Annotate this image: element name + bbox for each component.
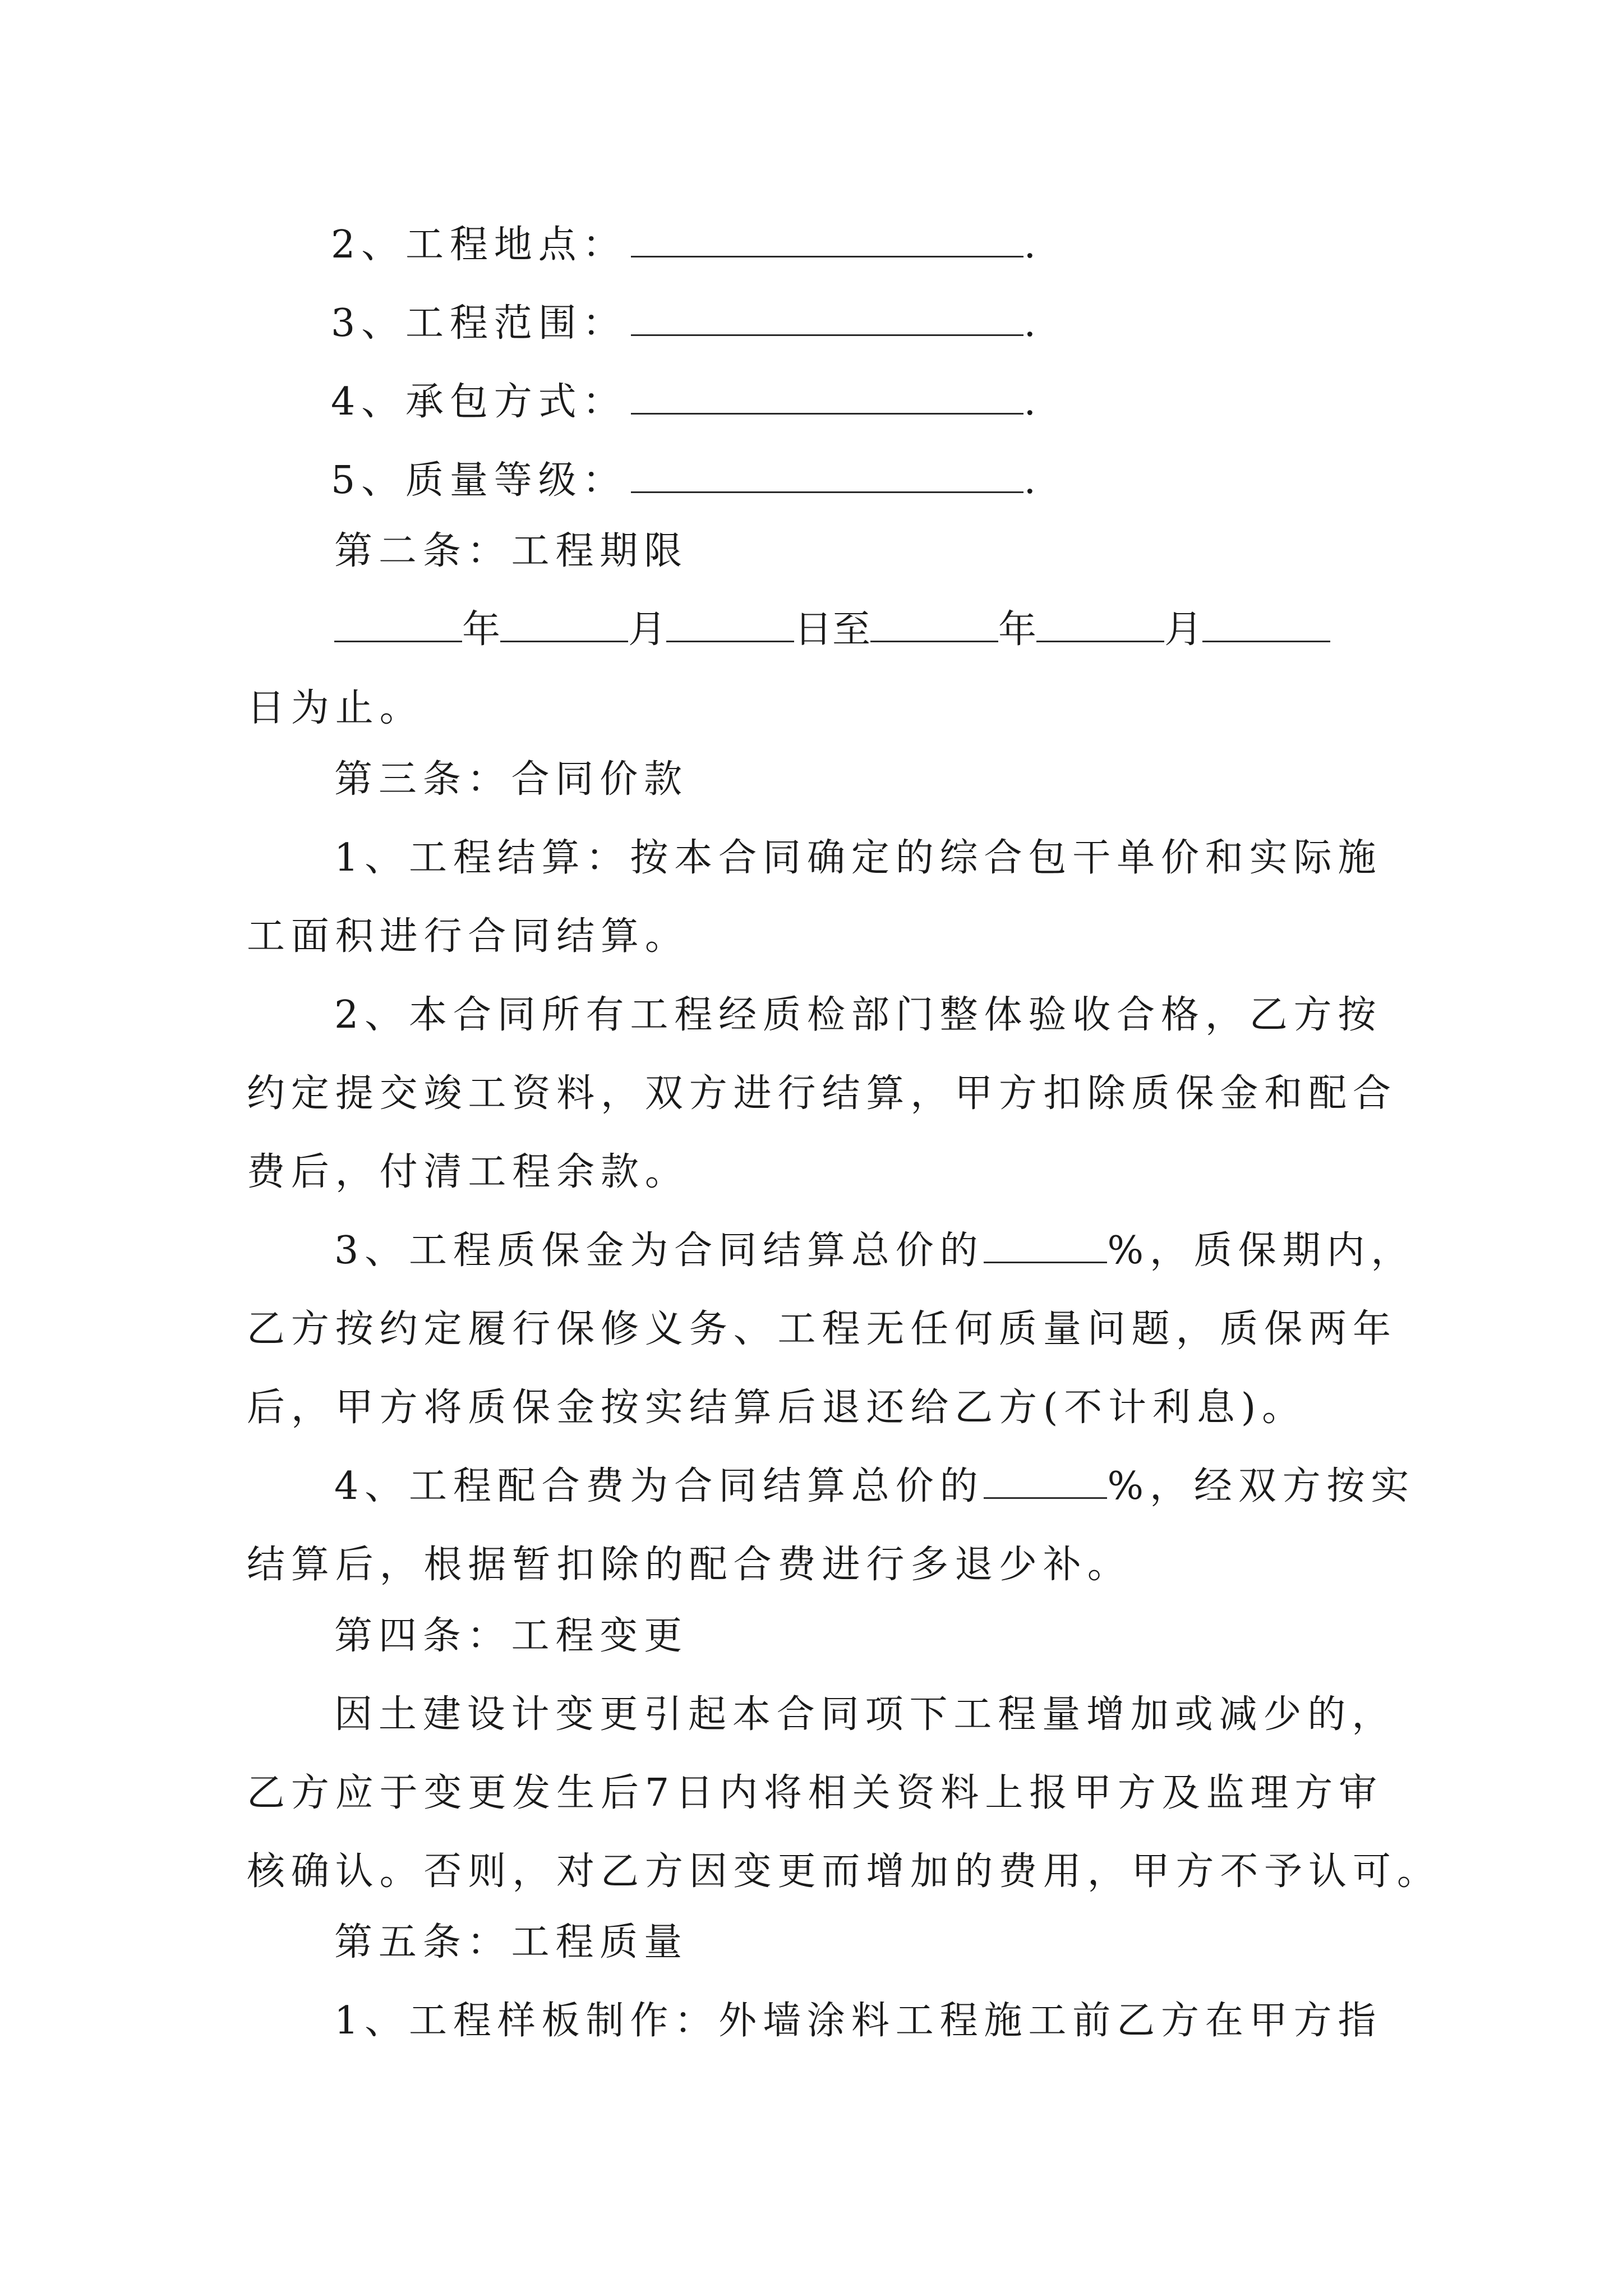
article5-heading: 第五条：工程质量: [334, 1920, 689, 1964]
coordination-line-2: 结算后，根据暂扣除的配合费进行多退少补。: [247, 1543, 1132, 1587]
period-day-to: 日至: [794, 608, 871, 652]
acceptance-line-2: 约定提交竣工资料，双方进行结算，甲方扣除质保金和配合: [247, 1071, 1397, 1116]
warranty-percent-blank: [984, 1227, 1107, 1263]
end-year-blank: [870, 606, 998, 642]
item-scope-end: .: [1023, 301, 1042, 346]
acceptance-line-1: 2、本合同所有工程经质检部门整体验收合格，乙方按: [334, 993, 1382, 1037]
coordination-line-1: [334, 1461, 1415, 1512]
period-year-2: 年: [998, 608, 1037, 652]
settlement-line-2: 工面积进行合同结算。: [247, 914, 689, 959]
period-month-2: 月: [1164, 608, 1203, 652]
item-scope-label: 3、工程范围：: [331, 301, 627, 346]
item-location: [331, 220, 1042, 270]
start-day-blank: [666, 606, 794, 642]
settlement-line-1: 1、工程结算：按本合同确定的综合包干单价和实际施: [334, 836, 1382, 880]
warranty-pre: 3、工程质保金为合同结算总价的: [334, 1228, 984, 1273]
acceptance-line-3: 费后，付清工程余款。: [247, 1150, 689, 1194]
item-contract-mode-end: .: [1023, 380, 1042, 424]
item-quality-grade-end: .: [1023, 458, 1042, 503]
period-month-1: 月: [628, 608, 667, 652]
change-line-3: 核确认。否则，对乙方因变更而增加的费用，甲方不予认可。: [247, 1849, 1441, 1894]
item-quality-grade-label: 5、质量等级：: [331, 458, 627, 503]
change-line-2: 乙方应于变更发生后7日内将相关资料上报甲方及监理方审: [247, 1771, 1384, 1815]
period-ending: 日为止。: [247, 686, 424, 730]
end-month-blank: [1036, 606, 1164, 642]
end-day-blank: [1202, 606, 1330, 642]
warranty-line-1: [334, 1226, 1415, 1276]
coordination-pre: 4、工程配合费为合同结算总价的: [334, 1464, 984, 1508]
article4-heading: 第四条：工程变更: [334, 1614, 689, 1658]
item-contract-mode-label: 4、承包方式：: [331, 380, 627, 424]
coordination-post: %，经双方按实: [1107, 1464, 1415, 1508]
item-contract-mode: [331, 377, 1042, 427]
item-location-label: 2、工程地点：: [331, 223, 627, 267]
item-location-end: .: [1023, 223, 1042, 267]
contract-mode-blank: [631, 378, 1023, 415]
sample-line-1: 1、工程样板制作：外墙涂料工程施工前乙方在甲方指: [334, 1999, 1382, 2043]
warranty-post: %，质保期内，: [1107, 1228, 1415, 1273]
change-line-1: 因土建设计变更引起本合同项下工程量增加或减少的，: [334, 1692, 1396, 1737]
article3-heading: 第三条：合同价款: [334, 757, 689, 802]
article2-heading: 第二条：工程期限: [334, 529, 689, 573]
period-year-1: 年: [462, 608, 501, 652]
scope-blank: [631, 300, 1023, 336]
period-line: [334, 605, 1330, 655]
item-scope: [331, 298, 1042, 349]
item-quality-grade: [331, 455, 1042, 506]
warranty-line-3: 后，甲方将质保金按实结算后退还给乙方(不计利息)。: [247, 1386, 1307, 1430]
coordination-percent-blank: [984, 1462, 1107, 1499]
location-blank: [631, 221, 1023, 257]
start-month-blank: [500, 606, 628, 642]
start-year-blank: [334, 606, 462, 642]
warranty-line-2: 乙方按约定履行保修义务、工程无任何质量问题，质保两年: [247, 1307, 1397, 1351]
quality-grade-blank: [631, 457, 1023, 493]
